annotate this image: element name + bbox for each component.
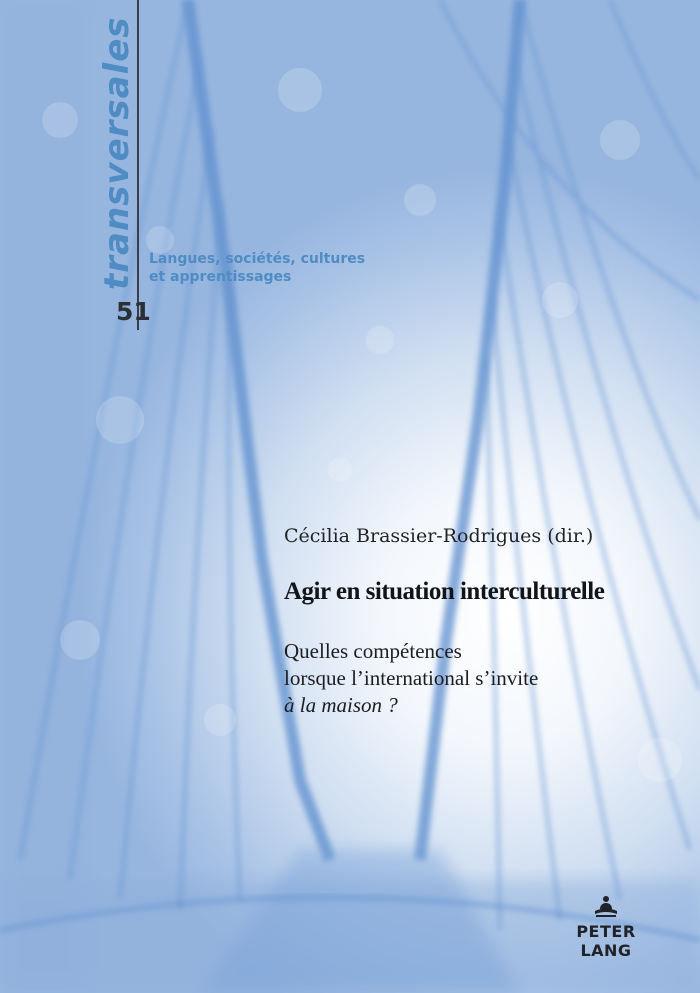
series-subtitle-line: et apprentissages (149, 269, 292, 285)
book-subtitle-line: Quelles compétences (284, 639, 462, 663)
book-subtitle-line: à la maison ? (284, 693, 398, 717)
reading-figure-icon (593, 895, 619, 919)
book-title: Agir en situation interculturelle (284, 578, 605, 605)
series-subtitle (149, 250, 449, 286)
book-subtitle (284, 638, 684, 719)
book-subtitle-line: lorsque l’international s’invite (284, 666, 539, 690)
series-name: transversales (97, 16, 137, 290)
series-number: 51 (116, 297, 151, 326)
book-author: Cécilia Brassier-Rodrigues (dir.) (284, 525, 594, 547)
publisher-block (556, 895, 656, 960)
series-subtitle-line: Langues, sociétés, cultures (149, 251, 366, 267)
series-divider-line (137, 0, 139, 330)
publisher-name: PETER LANG (576, 922, 636, 960)
